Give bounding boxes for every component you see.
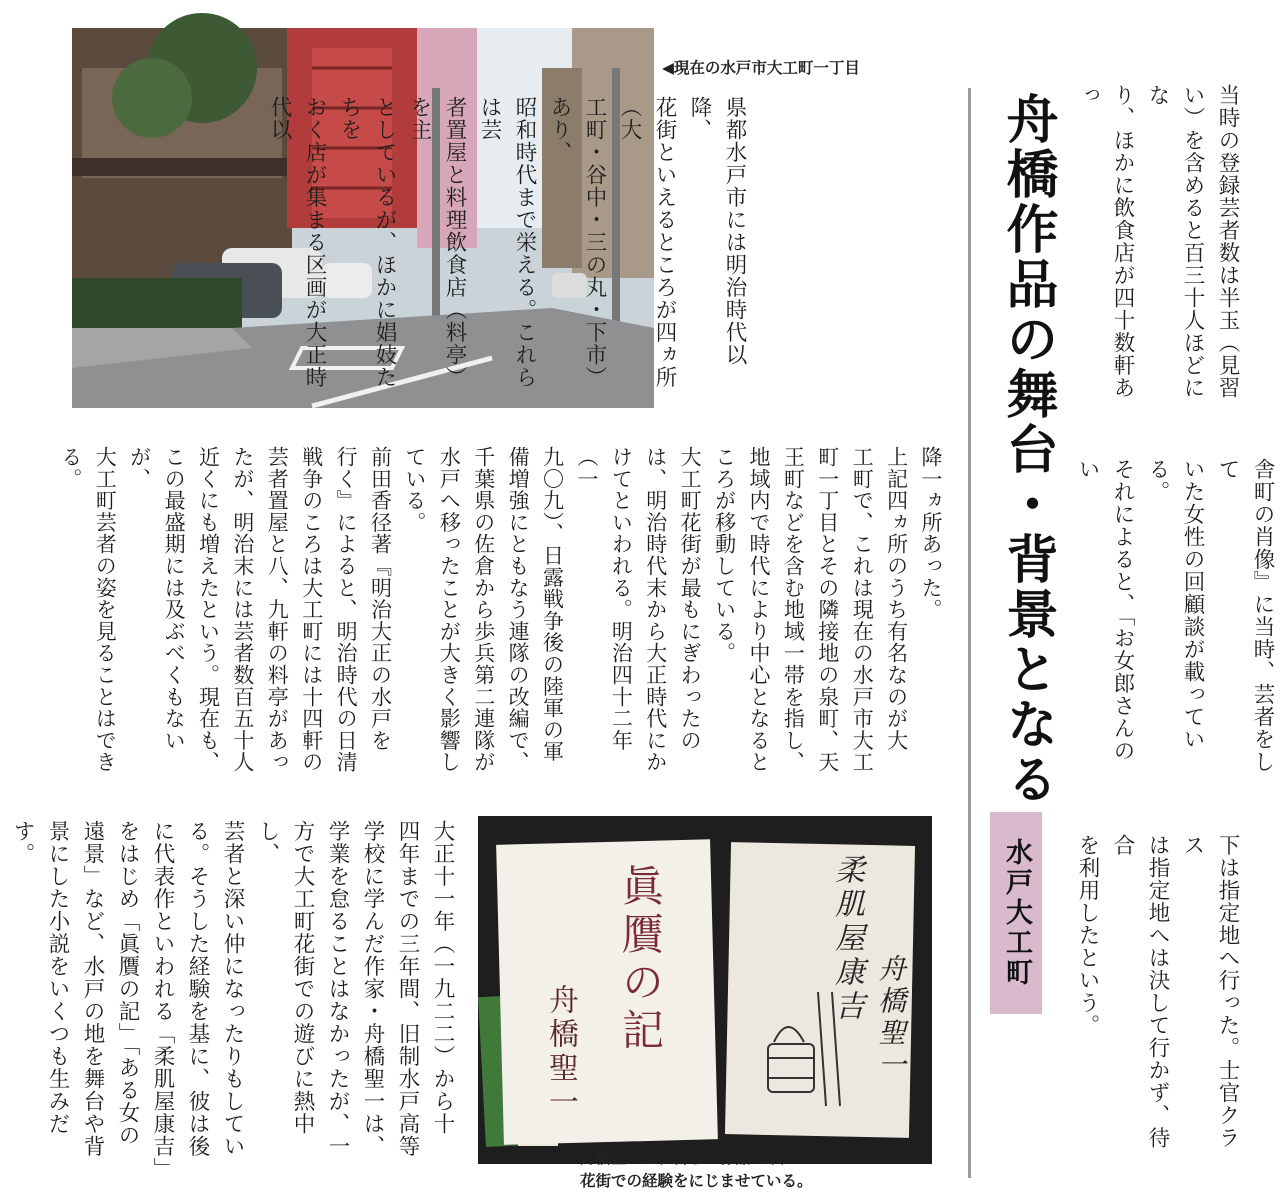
body-column: 戦争のころは大工町には十四軒の — [299, 446, 324, 773]
body-column: 大正十一年（一九二二）から十 — [430, 820, 455, 1135]
body-column: 芸者と深い仲になったりもしてい — [220, 820, 245, 1158]
body-column: 千葉県の佐倉から歩兵第二連隊が — [471, 446, 496, 773]
body-column: い）を含めると百三十人ほどにな — [1145, 84, 1205, 399]
body-column: ている。 — [402, 446, 427, 534]
body-column: 景にした小説をいくつも生みだす。 — [10, 820, 70, 1135]
body-column: 下は指定地へ行った。士官クラス — [1180, 834, 1240, 1149]
body-column: 水戸へ移ったことが大きく影響し — [437, 446, 462, 773]
article-title: 舟橋作品の舞台・背景となる — [997, 92, 1057, 807]
text-upper-middle — [262, 96, 752, 410]
body-column: り、ほかに飲食店が四十数軒あっ — [1075, 84, 1135, 399]
body-column: 学校に学んだ作家・舟橋聖一は、 — [360, 820, 385, 1158]
body-column: は指定地へは決して行かず、待合 — [1110, 834, 1170, 1149]
body-column: としているが、ほかに娼妓たちを — [337, 96, 397, 389]
body-column: 大工町芸者の姿を見ることはでき — [93, 446, 118, 773]
text-right-upper — [1070, 84, 1245, 404]
book-author-shingan: 舟橋聖一 — [543, 984, 578, 1120]
body-column: 工町で、これは現在の水戸市大工 — [850, 446, 875, 773]
text-lower-middle — [5, 820, 460, 1180]
body-column: 近くにも増えたという。現在も、 — [196, 446, 221, 773]
body-column: をはじめ「眞贋の記」「ある女の — [115, 820, 140, 1147]
body-column: おく店が集まる区画が大正時代以 — [267, 96, 327, 389]
books-photo-caption — [580, 1147, 940, 1193]
body-column: 大工町花街が最もにぎわったの — [678, 446, 703, 752]
body-column: 九〇九）、日露戦争後の陸軍の軍 — [540, 446, 565, 763]
body-column: 昭和時代まで栄える。これらは芸 — [477, 96, 537, 389]
book-author-yawahada: 舟橋聖一 — [874, 954, 907, 1082]
books-photo — [478, 816, 932, 1164]
body-column: 花街といえるところが四ヵ所（大 — [617, 96, 677, 389]
body-column: 町一丁目とその隣接地の泉町、天 — [815, 446, 840, 773]
body-column: 遠景」など、水戸の地を舞台や背 — [80, 820, 105, 1158]
body-column: 者置屋と料理飲食店（料亭）を主 — [407, 96, 467, 389]
body-column: 当時の登録芸者数は半玉（見習 — [1215, 84, 1240, 399]
text-middle — [53, 446, 948, 776]
body-column: けてといわれる。明治四十二年（一 — [574, 446, 634, 752]
body-column: 地域内で時代により中心となると — [746, 446, 771, 773]
body-column: ころが移動している。 — [712, 446, 737, 664]
body-column: 降一ヵ所あった。 — [919, 446, 943, 621]
body-column: 王町などを含む地域一帯を指し、 — [781, 446, 806, 773]
body-column: に代表作といわれる「柔肌屋康吉」 — [150, 820, 175, 1180]
body-column: は、明治時代末から大正時代にか — [643, 446, 668, 773]
body-column: 舎町の肖像』に当時、芸者をして — [1215, 458, 1275, 773]
body-column: 行く』によると、明治時代の日清 — [334, 446, 359, 773]
body-column: 芸者置屋と八、九軒の料亭があっ — [265, 446, 290, 773]
book-title-shingan: 眞贋の記 — [616, 864, 665, 1056]
street-photo-caption: ◀現在の水戸市大工町一丁目 — [662, 59, 860, 77]
body-column: 四年までの三年間、旧制水戸高等 — [395, 820, 420, 1158]
caption-line: 花街での経験をにじませている。 — [580, 1172, 813, 1190]
body-column: を利用したという。 — [1075, 834, 1100, 1037]
book-title-yawahada: 柔肌屋康吉 — [829, 854, 864, 1024]
body-column: 県都水戸市には明治時代以降、 — [687, 96, 747, 366]
body-column: この最盛期には及ぶべくもないが、 — [127, 446, 187, 752]
text-right-middle — [1070, 458, 1280, 778]
body-column: 前田香径著『明治大正の水戸を — [368, 446, 393, 752]
body-column: る。そうした経験を基に、彼は後 — [185, 820, 210, 1158]
caption-line: 舟橋聖一は、自らの作品に水戸の — [580, 1149, 813, 1167]
body-column: 学業を怠ることはなかったが、一 — [325, 820, 350, 1158]
body-column: いた女性の回顧談が載っている。 — [1145, 458, 1205, 751]
area-tag: 水戸大工町 — [990, 812, 1042, 1014]
body-column: る。 — [58, 446, 83, 490]
body-column: 方で大工町花街での遊びに熱中し、 — [255, 820, 315, 1135]
body-column: 上記四ヵ所のうち有名なのが大 — [884, 446, 909, 752]
body-column: たが、明治末には芸者数百五十人 — [230, 446, 255, 773]
text-right-lower — [1070, 834, 1245, 1154]
body-column: 工町・谷中・三の丸・下市）あり、 — [547, 96, 607, 389]
body-column: 備増強にともなう連隊の改編で、 — [506, 446, 531, 773]
title-divider — [968, 88, 971, 1178]
body-column: それによると、「お女郎さんのい — [1075, 458, 1135, 763]
